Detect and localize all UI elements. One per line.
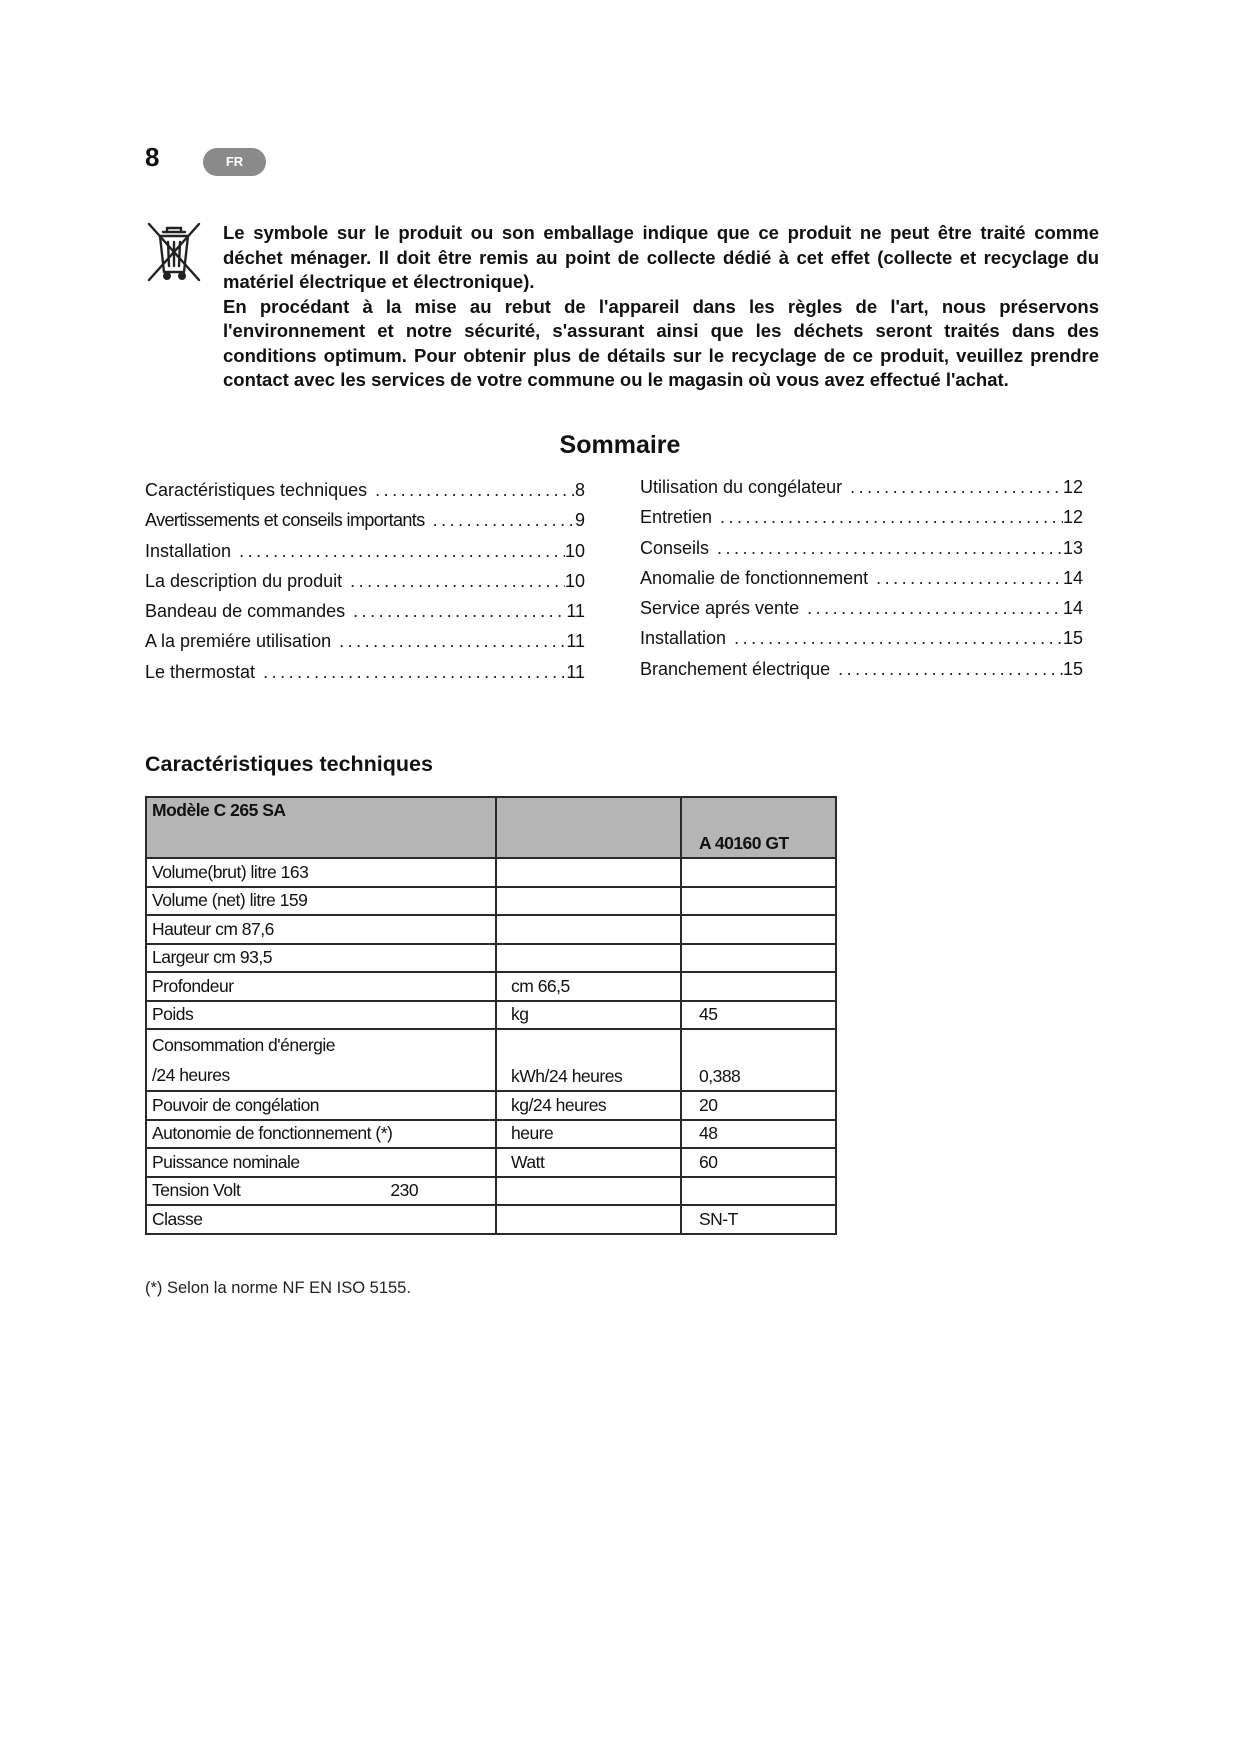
toc-entry bbox=[145, 631, 585, 661]
toc-entry-page: 10 bbox=[564, 540, 585, 561]
spec-label bbox=[146, 1177, 496, 1206]
spec-unit: Watt bbox=[496, 1148, 681, 1177]
spec-unit bbox=[496, 887, 681, 916]
spec-unit: cm 66,5 bbox=[496, 972, 681, 1001]
header-empty-cell bbox=[496, 797, 681, 858]
spec-value: 20 bbox=[681, 1091, 836, 1120]
table-row bbox=[146, 944, 836, 973]
table-row bbox=[146, 1029, 836, 1091]
toc-leader-dots bbox=[433, 510, 575, 531]
spec-unit bbox=[496, 944, 681, 973]
spec-label: Autonomie de fonctionnement (*) bbox=[146, 1120, 496, 1149]
spec-label: Largeur cm 93,5 bbox=[146, 944, 496, 973]
table-row bbox=[146, 1148, 836, 1177]
spec-value: 0,388 bbox=[681, 1029, 836, 1091]
toc-entry-label: Anomalie de fonctionnement bbox=[640, 567, 869, 588]
toc-leader-dots bbox=[876, 568, 1063, 589]
spec-value bbox=[681, 858, 836, 887]
crossed-out-wheelie-bin-icon bbox=[145, 220, 203, 284]
spec-label: Volume (net) litre 159 bbox=[146, 887, 496, 916]
toc-entry-page: 14 bbox=[1062, 567, 1083, 588]
disposal-notice-paragraph-2: En procédant à la mise au rebut de l'appareil dans les règles de l'art, nous préservons l'environnement et notre sécurité, s'assurant ainsi que les déchets seront traités dans des conditions optimum. Pour obtenir plus de détails sur le recyclage de ce produit, veuillez prendre contact avec les services de votre commune ou le magasin où vous avez effectué l'achat. bbox=[223, 295, 1099, 390]
toc-entry-page: 10 bbox=[564, 570, 585, 591]
spec-unit bbox=[496, 915, 681, 944]
language-badge: FR bbox=[203, 148, 266, 176]
toc-entry bbox=[145, 662, 585, 692]
toc-entry-page: 11 bbox=[566, 601, 585, 622]
toc-entry bbox=[145, 510, 585, 540]
disposal-notice-paragraph-1: Le symbole sur le produit ou son emballage indique que ce produit ne peut être traité comme déchet ménager. Il doit être remis au point de collecte dédié à cet effet (collecte et recyclage du matériel électrique et électronique). bbox=[223, 222, 1099, 292]
toc-leader-dots bbox=[339, 631, 566, 652]
spec-label: Poids bbox=[146, 1001, 496, 1030]
spec-value: 48 bbox=[681, 1120, 836, 1149]
spec-value bbox=[681, 887, 836, 916]
table-row bbox=[146, 972, 836, 1001]
table-row bbox=[146, 1177, 836, 1206]
toc-entry-label: Avertissements et conseils importants bbox=[145, 510, 425, 531]
toc-entry-label: Installation bbox=[145, 540, 232, 561]
specs-footnote: (*) Selon la norme NF EN ISO 5155. bbox=[145, 1279, 411, 1297]
toc-entry bbox=[145, 601, 585, 631]
table-row bbox=[146, 858, 836, 887]
toc-entry-page: 15 bbox=[1062, 628, 1083, 649]
specs-table bbox=[145, 796, 837, 1235]
toc-entry-page: 11 bbox=[566, 631, 585, 652]
spec-unit: kg/24 heures bbox=[496, 1091, 681, 1120]
toc-entry-label: Conseils bbox=[640, 537, 710, 558]
toc-entry bbox=[640, 659, 1083, 689]
toc-entry bbox=[145, 480, 585, 510]
model-code-cell: A 40160 GT bbox=[681, 797, 836, 858]
spec-unit: kWh/24 heures bbox=[496, 1029, 681, 1091]
toc-leader-dots bbox=[807, 598, 1063, 619]
spec-value bbox=[681, 944, 836, 973]
spec-label: Profondeur bbox=[146, 972, 496, 1001]
spec-unit bbox=[496, 1205, 681, 1234]
table-row bbox=[146, 915, 836, 944]
spec-value: SN-T bbox=[681, 1205, 836, 1234]
toc-entry-label: La description du produit bbox=[145, 570, 343, 591]
toc-entry bbox=[145, 571, 585, 601]
spec-unit: heure bbox=[496, 1120, 681, 1149]
toc-entry-label: Service aprés vente bbox=[640, 598, 800, 619]
spec-inline-value: 230 bbox=[390, 1180, 419, 1201]
toc-leader-dots bbox=[838, 659, 1063, 680]
spec-unit bbox=[496, 858, 681, 887]
spec-label: Volume(brut) litre 163 bbox=[146, 858, 496, 887]
spec-label-line: /24 heures bbox=[152, 1065, 230, 1085]
toc-entry bbox=[640, 507, 1083, 537]
toc-leader-dots bbox=[850, 477, 1063, 498]
toc-title: Sommaire bbox=[559, 431, 681, 459]
toc-entry-page: 9 bbox=[574, 510, 585, 531]
spec-value: 60 bbox=[681, 1148, 836, 1177]
toc-column-left bbox=[145, 480, 585, 692]
table-row bbox=[146, 1091, 836, 1120]
toc-leader-dots bbox=[734, 628, 1063, 649]
toc-leader-dots bbox=[350, 571, 565, 592]
toc-entry-label: A la premiére utilisation bbox=[145, 631, 332, 652]
toc-entry bbox=[640, 477, 1083, 507]
spec-value bbox=[681, 1177, 836, 1206]
toc-entry-page: 12 bbox=[1062, 507, 1083, 528]
toc-entry-label: Installation bbox=[640, 628, 727, 649]
toc-entry bbox=[640, 628, 1083, 658]
model-label-cell: Modèle C 265 SA bbox=[146, 797, 496, 858]
toc-entry-label: Caractéristiques techniques bbox=[145, 480, 368, 500]
spec-unit: kg bbox=[496, 1001, 681, 1030]
specs-table-header bbox=[146, 797, 836, 858]
spec-label bbox=[146, 1029, 496, 1091]
toc-leader-dots bbox=[239, 541, 565, 562]
spec-label: Classe bbox=[146, 1205, 496, 1234]
toc-entry-page: 15 bbox=[1062, 658, 1083, 679]
spec-label-text: Tension Volt bbox=[152, 1180, 241, 1201]
spec-value: 45 bbox=[681, 1001, 836, 1030]
table-row bbox=[146, 1120, 836, 1149]
table-row bbox=[146, 887, 836, 916]
toc-entry bbox=[145, 541, 585, 571]
spec-value bbox=[681, 915, 836, 944]
toc-leader-dots bbox=[375, 480, 575, 501]
specs-section-title: Caractéristiques techniques bbox=[145, 752, 433, 776]
spec-unit bbox=[496, 1177, 681, 1206]
page-number: 8 bbox=[145, 142, 160, 172]
toc-entry bbox=[640, 538, 1083, 568]
toc-column-right bbox=[640, 477, 1083, 689]
toc-leader-dots bbox=[353, 601, 566, 622]
toc-entry-page: 14 bbox=[1062, 598, 1083, 619]
toc-entry-page: 13 bbox=[1062, 537, 1083, 558]
toc-entry-label: Utilisation du congélateur bbox=[640, 477, 843, 497]
table-row bbox=[146, 1205, 836, 1234]
spec-value bbox=[681, 972, 836, 1001]
spec-label: Hauteur cm 87,6 bbox=[146, 915, 496, 944]
table-row bbox=[146, 1001, 836, 1030]
disposal-notice bbox=[223, 221, 1099, 393]
toc-entry bbox=[640, 568, 1083, 598]
toc-entry bbox=[640, 598, 1083, 628]
toc-entry-label: Entretien bbox=[640, 507, 713, 528]
spec-label: Pouvoir de congélation bbox=[146, 1091, 496, 1120]
spec-label: Puissance nominale bbox=[146, 1148, 496, 1177]
toc-entry-page: 8 bbox=[574, 480, 585, 500]
spec-label-line: Consommation d'énergie bbox=[152, 1035, 336, 1055]
toc-entry-label: Le thermostat bbox=[145, 661, 256, 682]
toc-entry-page: 12 bbox=[1062, 477, 1083, 497]
toc-entry-label: Bandeau de commandes bbox=[145, 601, 346, 622]
toc-leader-dots bbox=[720, 507, 1063, 528]
toc-leader-dots bbox=[717, 538, 1063, 559]
toc-entry-page: 11 bbox=[566, 661, 585, 682]
toc-entry-label: Branchement électrique bbox=[640, 658, 831, 679]
toc-leader-dots bbox=[263, 662, 566, 683]
